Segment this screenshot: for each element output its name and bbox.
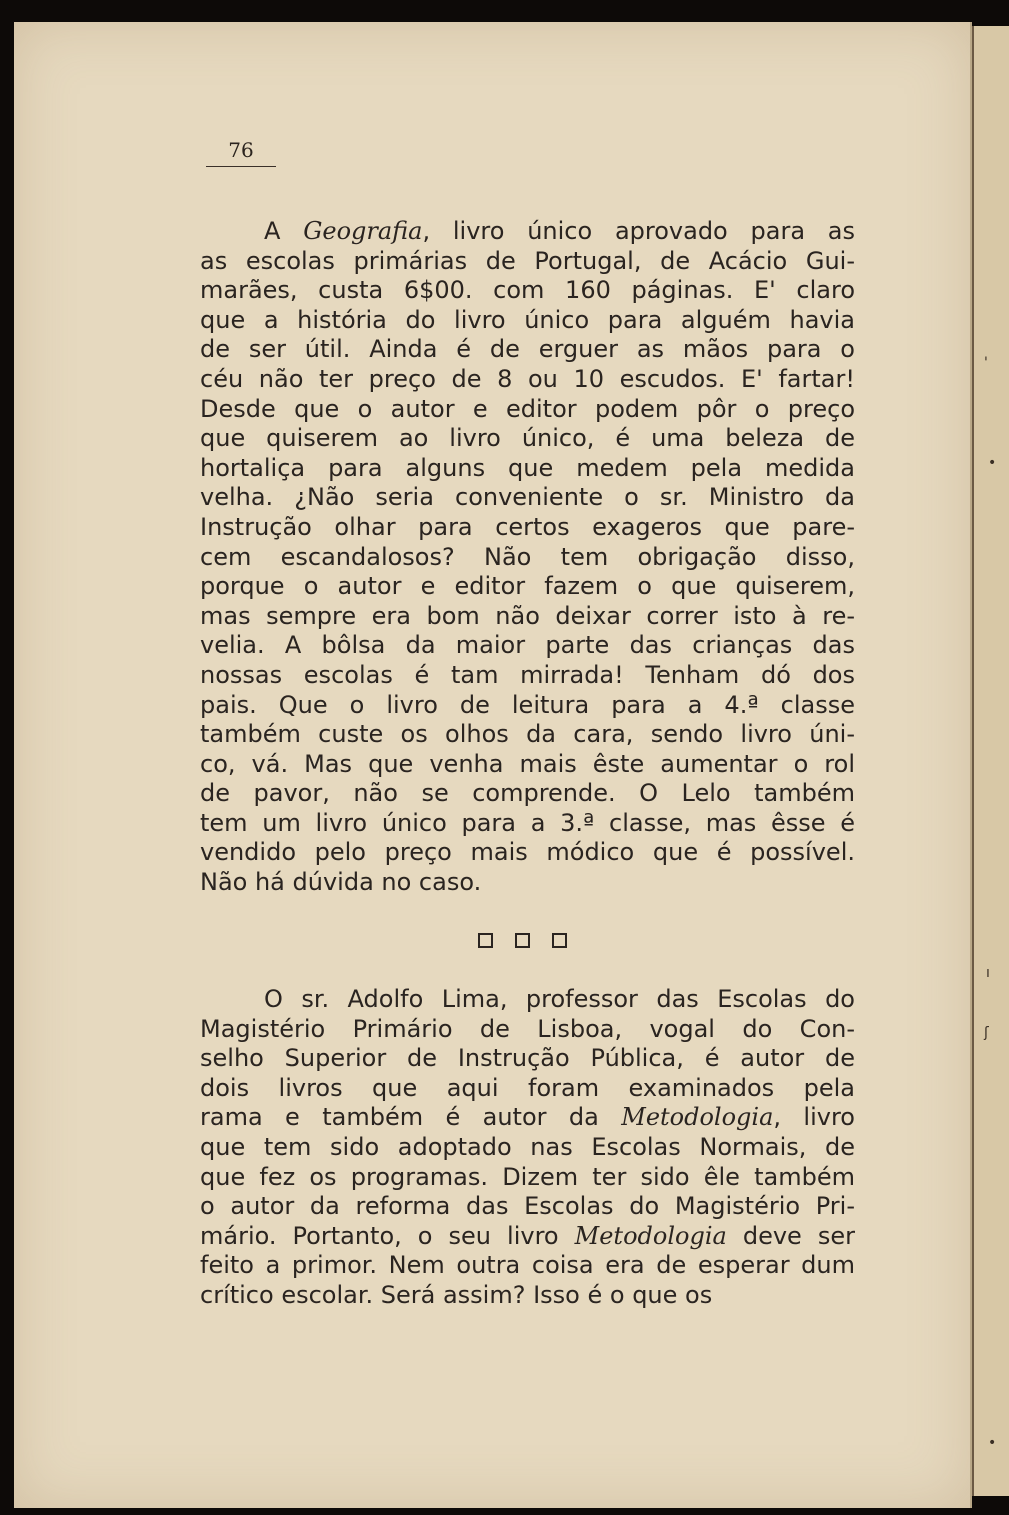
text-line — [200, 1251, 855, 1281]
text-span: também custe os olhos da cara, sendo livro úni- — [200, 720, 855, 749]
separator-square-icon — [478, 933, 493, 948]
text-span: marães, custa 6$00. com 160 páginas. E' claro — [200, 276, 855, 305]
text-span: A — [264, 217, 304, 245]
text-line — [200, 572, 855, 602]
text-line — [200, 483, 855, 513]
text-span: que quiserem ao livro único, é uma beleza de — [200, 424, 855, 453]
text-line — [200, 1281, 855, 1311]
text-span: Desde que o autor e editor podem pôr o preço — [200, 394, 855, 423]
text-line — [200, 217, 855, 247]
text-span: deve ser — [726, 1221, 855, 1250]
text-span: selho Superior de Instrução Pública, é autor de — [200, 1044, 855, 1073]
text-line — [200, 1192, 855, 1222]
text-line — [200, 1163, 855, 1193]
text-span: que a história do livro único para alguém havia — [200, 305, 855, 334]
text-span: hortaliça para alguns que medem pela medida — [200, 453, 855, 482]
text-span: co, vá. Mas que venha mais êste aumentar o rol — [200, 749, 855, 778]
text-line — [200, 513, 855, 543]
text-span: Instrução olhar para certos exageros que pare- — [200, 512, 855, 541]
text-span: o autor da reforma das Escolas do Magistério Pri- — [200, 1192, 855, 1221]
text-span: mas sempre era bom não deixar correr isto à re- — [200, 601, 855, 630]
text-span: dois livros que aqui foram examinados pela — [200, 1073, 855, 1102]
text-line — [200, 1015, 855, 1045]
text-line — [200, 424, 855, 454]
text-line — [200, 631, 855, 661]
text-span: velha. ¿Não seria conveniente o sr. Ministro da — [200, 483, 855, 512]
text-span: rama e também é autor da — [200, 1103, 622, 1132]
text-span: Magistério Primário de Lisboa, vogal do Con- — [200, 1014, 855, 1043]
paragraph-adolfo-lima — [200, 985, 855, 1311]
text-span: tem um livro único para a 3.ª classe, mas êsse é — [200, 808, 855, 837]
text-line — [200, 1044, 855, 1074]
text-span: , livro único aprovado para as — [422, 217, 855, 245]
text-line — [200, 1133, 855, 1163]
text-span: que fez os programas. Dizem ter sido êle também — [200, 1162, 855, 1191]
text-span: Metodologia — [574, 1221, 727, 1250]
text-span: velia. A bôlsa da maior parte das crianças das — [200, 631, 855, 660]
text-span: de ser útil. Ainda é de erguer as mãos para o — [200, 335, 855, 364]
text-span: as escolas primárias de Portugal, de Acácio Gui- — [200, 246, 855, 275]
text-line — [200, 1222, 855, 1252]
text-span: Metodologia — [621, 1103, 774, 1132]
text-span: crítico escolar. Será assim? Isso é o que os — [200, 1280, 713, 1309]
text-span: cem escandalosos? Não tem obrigação disso, — [200, 542, 855, 571]
text-line — [200, 306, 855, 336]
text-line — [200, 661, 855, 691]
text-span: mário. Portanto, o seu livro — [200, 1221, 575, 1250]
text-line — [200, 720, 855, 750]
text-span: vendido pelo preço mais módico que é possível. — [200, 838, 855, 867]
text-span: , livro — [773, 1103, 855, 1132]
text-line — [200, 247, 855, 277]
separator-square-icon — [552, 933, 567, 948]
text-line — [200, 335, 855, 365]
text-line — [200, 809, 855, 839]
text-span: de pavor, não se comprende. O Lelo também — [200, 779, 855, 808]
text-line — [200, 602, 855, 632]
text-line — [200, 985, 855, 1015]
section-separator — [478, 933, 567, 948]
text-span: feito a primor. Nem outra coisa era de esperar dum — [200, 1251, 855, 1280]
text-line — [200, 276, 855, 306]
text-line — [200, 454, 855, 484]
page-number: 76 — [206, 138, 276, 167]
text-line — [200, 1103, 855, 1133]
text-span: pais. Que o livro de leitura para a 4.ª classe — [200, 690, 855, 719]
text-line — [200, 365, 855, 395]
text-line — [200, 543, 855, 573]
text-line — [200, 1074, 855, 1104]
adjacent-page-edge: ꞌ • ı ʃ • — [972, 26, 1009, 1496]
separator-square-icon — [515, 933, 530, 948]
text-span: céu não ter preço de 8 ou 10 escudos. E' fartar! — [200, 364, 855, 393]
text-span: porque o autor e editor fazem o que quiserem, — [200, 572, 855, 601]
paragraph-geografia — [200, 217, 855, 898]
text-span: O sr. Adolfo Lima, professor das Escolas do — [264, 985, 855, 1013]
text-span: Geografia — [303, 217, 423, 245]
text-span: nossas escolas é tam mirrada! Tenham dó dos — [200, 660, 855, 689]
text-line — [200, 868, 855, 898]
text-line — [200, 779, 855, 809]
text-line — [200, 691, 855, 721]
text-line — [200, 395, 855, 425]
text-span: Não há dúvida no caso. — [200, 868, 482, 897]
text-span: que tem sido adoptado nas Escolas Normais, de — [200, 1132, 855, 1161]
text-line — [200, 750, 855, 780]
text-line — [200, 838, 855, 868]
